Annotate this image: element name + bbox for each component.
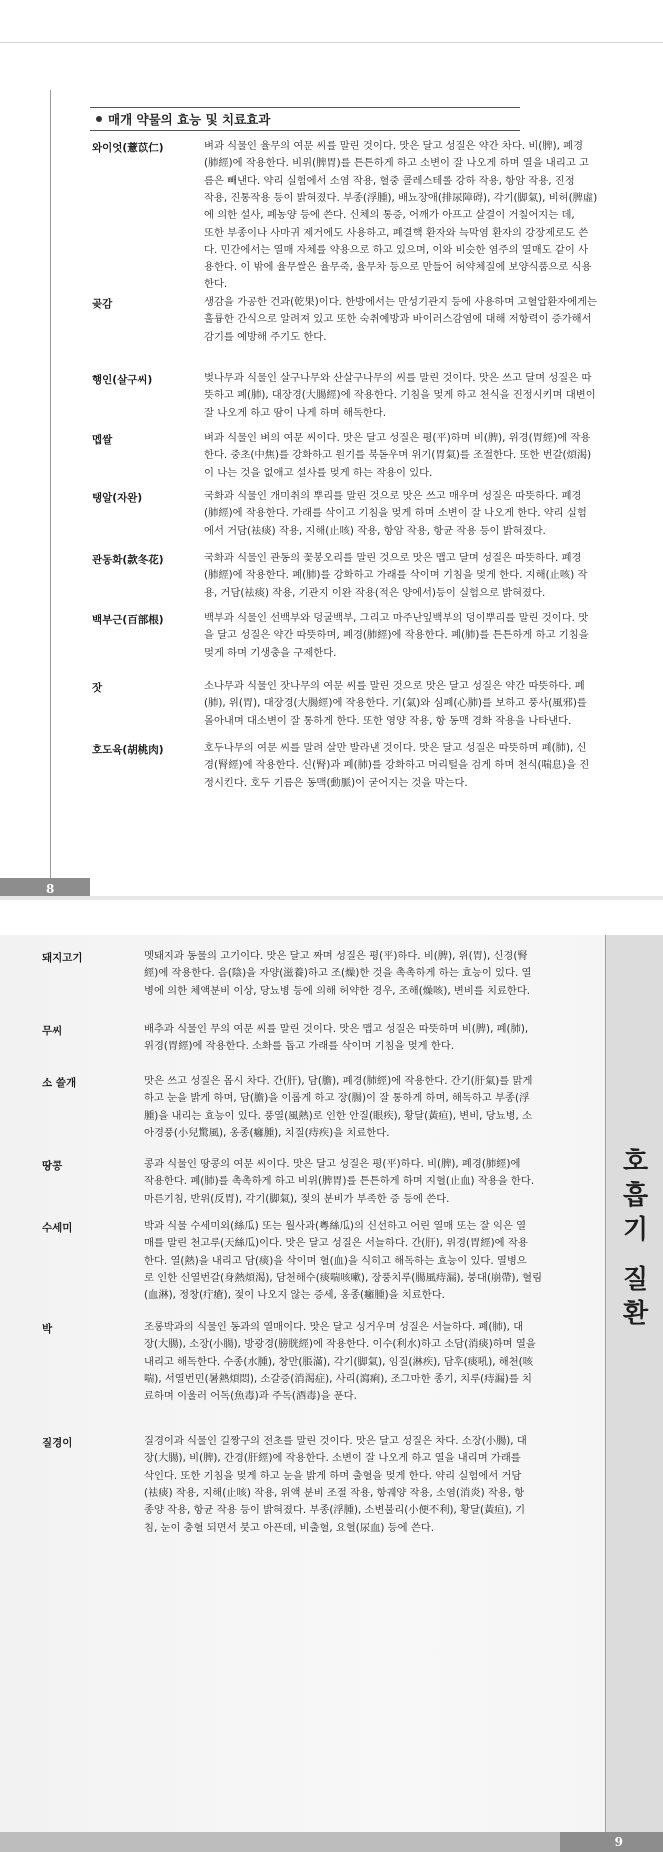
entry-description-line: 한다. 열(熱)을 내리고 담(痰)을 삭이며 혈(血)을 식히고 해독하는 효능이 있다. 열병으	[144, 1254, 527, 1267]
entry-description-line: 내리고 해독한다. 수종(水腫), 창만(脹滿), 각기(脚氣), 임질(淋疾), 담후(痰吼), 해천(咳	[144, 1355, 533, 1368]
entry-description-line: 장(大腸), 소장(小腸), 방광경(膀胱經)에 작용한다. 이수(利水)하고 소담(消痰)하며 열을	[144, 1338, 536, 1351]
entry-description-line: 을 달고 성질은 약간 따뜻하며, 폐경(肺經)에 작용한다. 폐(肺)를 튼튼하게 하고 기침을	[204, 629, 589, 642]
entry-description-line: 이 나는 것을 없애고 설사를 멎게 하는 작용이 있다.	[204, 466, 433, 479]
entry-description-line: 벚나무과 식물인 살구나무와 산살구나무의 씨를 말린 것이다. 맛은 쓰고 달며 성질은 따	[204, 372, 592, 384]
entry-description-line: 조롱박과의 식물인 동과의 열매이다. 맛은 달고 싱거우며 성질은 서늘하다. 폐(肺), 대	[144, 1321, 524, 1333]
entry-description-line: 맛은 쓰고 성질은 몹시 차다. 간(肝), 담(膽), 폐경(肺經)에 작용한다. 간기(肝氣)를 맑게	[144, 1075, 533, 1087]
chapter-title-char: 기	[622, 1215, 650, 1245]
entry-description-line: 감기를 예방해 주기도 한다.	[204, 330, 327, 343]
entry-description-line: 또한 부종이나 사마귀 제거에도 사용하고, 폐결핵 환자와 늑막염 환자의 강장제로도 쓴	[204, 226, 589, 239]
entry-term: 땅콩	[42, 1160, 63, 1172]
entry-term: 질경이	[42, 1437, 73, 1449]
chapter-title-char: 호	[622, 1147, 650, 1177]
page-9	[0, 935, 663, 1852]
entry-term: 무씨	[42, 1025, 63, 1037]
chapter-title-char: 환	[622, 1299, 650, 1329]
entry-description-line: 몰아내며 대소변이 잘 통하게 한다. 또한 영양 작용, 항 동맥 경화 작용을 나타낸다.	[204, 714, 572, 727]
entry-description-line: 한다.	[204, 278, 228, 291]
entry-description-line: 腫)을 내리는 효능이 있다. 풍열(風熱)로 인한 안질(眼疾), 황달(黃疸), 변비, 당뇨병, 소	[144, 1109, 533, 1122]
bullet-icon	[96, 116, 102, 122]
entry-description-line: 喘), 서열번민(暑熱煩悶), 소갈증(消渴症), 사리(瀉痢), 조그마한 종기, 치루(痔漏)를 치	[144, 1372, 532, 1385]
entry-term: 행인(살구씨)	[92, 374, 153, 386]
chapter-side-tab	[605, 935, 663, 1832]
entry-description-line: 삭인다. 또한 기침을 멎게 하고 눈을 밝게 하며 출혈을 멎게 한다. 약리 실험에서 거담	[144, 1469, 522, 1482]
entry-description-line: 정시킨다. 호두 기름은 동맥(動脈)이 굳어지는 것을 막는다.	[204, 776, 468, 789]
entry-description-line: 름은 빼낸다. 약리 실험에서 소염 작용, 혈중 콜레스테롤 강하 작용, 항암 작용, 진정	[204, 174, 575, 187]
entry-term: 탱알(자완)	[92, 492, 143, 504]
entry-description-line: 매를 말린 천고루(天絲瓜)이다. 맛은 달고 성질은 서늘하다. 간(肝), 위경(胃經)에 작용	[144, 1237, 528, 1250]
entry-description-line: 뜻하고 폐(肺), 대장경(大腸經)에 작용한다. 기침을 멎게 하고 천식을 진정시키며 대변이	[204, 389, 596, 402]
entry-description-line: 료하며 이울러 어독(魚毒)과 주독(酒毒)을 푼다.	[144, 1390, 357, 1403]
chapter-title	[620, 1145, 652, 1331]
page-number-badge	[560, 1832, 663, 1852]
entry-term: 관동화(款冬花)	[92, 554, 164, 566]
entry-description-line: 하고 눈을 밝게 하며, 담(膽)을 이롭게 하고 장(腸)이 잘 통하게 하며, 해독하고 부종(浮	[144, 1092, 530, 1105]
entry-term: 호도육(胡桃肉)	[92, 744, 164, 756]
entry-description-line: 아경풍(小兒驚風), 옹종(癰腫), 치질(痔疾)을 치료한다.	[144, 1126, 390, 1139]
top-divider	[0, 42, 663, 43]
entry-description-line: 멎게 하며 기생충을 구제한다.	[204, 646, 337, 659]
footer-bar	[0, 1832, 663, 1852]
entry-description-line: 박과 식물 수세미외(絲瓜) 또는 월사과(粵絲瓜)의 신선하고 어린 열매 또는 잘 익은 열	[144, 1220, 527, 1232]
entry-description-line: 병에 의한 체액분비 이상, 당뇨병 등에 의해 허약한 경우, 조해(燥咳), 변비를 치료한다.	[144, 984, 531, 997]
entry-description-line: 다. 민간에서는 열매 자체를 약용으로 하고 있으며, 이와 비슷한 염주의 열매도 같이 사	[204, 243, 589, 256]
entry-description-line: 질경이과 식물인 길짱구의 전초를 말린 것이다. 맛은 달고 성질은 차다. 소장(小腸), 대	[144, 1435, 527, 1447]
entry-term: 백부근(百部根)	[92, 614, 164, 626]
entry-description-line: 한다. 중초(中焦)를 강화하고 원기를 북돋우며 위기(胃氣)를 조절한다. 또한 번갈(煩渴)	[204, 449, 592, 462]
entry-description-line: 소나무과 식물인 잣나무의 여문 씨를 말린 것으로 맛은 달고 성질은 약간 따뜻하다. 폐	[204, 680, 585, 692]
entry-description-line: 용, 거담(袪痰) 작용, 기관지 이완 작용(적은 양에서)등이 실험으로 밝혀졌다.	[204, 586, 546, 599]
entry-description-line: 훌륭한 간식으로 알려져 있고 또한 숙취예방과 바이러스감염에 대해 저항력이 증가해서	[204, 313, 592, 326]
entry-term: 멥쌀	[92, 434, 113, 446]
entry-description-line: 위경(胃經)에 작용한다. 소화를 돕고 가래를 삭이며 기침을 멎게 한다.	[144, 1040, 455, 1053]
entry-description-line: 콩과 식물인 땅콩의 여문 씨이다. 맛은 달고 성질은 평(平)하다. 비(脾), 폐경(肺經)에	[144, 1158, 521, 1170]
chapter-title-char: 흡	[622, 1181, 650, 1211]
entry-term: 소 쓸개	[42, 1077, 77, 1089]
page-8	[0, 0, 663, 900]
entry-term: 수세미	[42, 1222, 73, 1234]
entry-term: 와이엇(薏苡仁)	[92, 142, 164, 154]
page-number: 8	[46, 882, 55, 896]
entry-description-line: 생감을 가공한 건과(乾果)이다. 한방에서는 만성기관지 등에 사용하며 고혈압환자에게는	[204, 296, 598, 308]
entry-description-line: (肺經)에 작용한다. 비위(脾胃)를 튼튼하게 하고 소변이 잘 나오게 하며 열을 내리고 고	[204, 157, 589, 170]
entry-description-line: (袪痰) 작용, 지해(止咳) 작용, 위액 분비 조절 작용, 항궤양 작용, 소염(消炎) 작용, 항	[144, 1486, 525, 1499]
entry-description-line: 벼과 식물인 율무의 여문 씨를 말린 것이다. 맛은 달고 성질은 약간 차다. 비(脾), 폐경	[204, 140, 584, 152]
entry-description-line: (血淋), 정창(疔瘡), 젖이 나오지 않는 증세, 옹종(癰腫)을 치료한다.	[144, 1289, 445, 1302]
entry-term: 박	[42, 1323, 53, 1335]
page-number: 9	[614, 1835, 623, 1849]
entry-description-line: 벼과 식물인 벼의 여문 씨이다. 맛은 달고 성질은 평(平)하며 비(脾), 위경(胃經)에 작용	[204, 432, 591, 444]
chapter-title-char: 질	[622, 1265, 650, 1295]
entry-description-line: 로 인한 신열번갈(身熱煩渴), 담천해수(痰喘咳嗽), 장풍치루(腸風痔漏), 붕대(崩帶), 혈림	[144, 1271, 543, 1284]
entry-description-line: 침, 눈이 충혈 되면서 붓고 아픈데, 비출혈, 요혈(尿血) 등에 쓴다.	[144, 1521, 435, 1534]
entry-term: 돼지고기	[42, 952, 83, 964]
entry-description-line: 호두나무의 여문 씨를 말려 살만 발라낸 것이다. 맛은 달고 성질은 따뜻하며 폐(肺), 신	[204, 742, 587, 754]
entry-description-line: 국화과 식물인 관동의 꽃봉오리를 말린 것으로 맛은 맵고 달며 성질은 따뜻하다. 폐경	[204, 552, 582, 564]
entry-description-line: 경(腎經)에 작용한다. 신(腎)과 폐(肺)를 강화하고 머리털을 검게 하며 천식(喘息)을 진	[204, 759, 590, 772]
entry-description-line: 經)에 작용한다. 음(陰)을 자양(滋養)하고 조(燥)한 것을 촉촉하게 하는 효능이 있다. 열	[144, 967, 532, 980]
entry-description-line: 멧돼지과 동물의 고기이다. 맛은 달고 짜며 성질은 평(平)하다. 비(脾), 위(胃), 신경(腎	[144, 950, 528, 962]
entry-description-line: 잘 나오게 하고 땀이 나게 하며 해독한다.	[204, 406, 387, 419]
entry-description-line: 배추과 식물인 무의 여문 씨를 말린 것이다. 맛은 맵고 성질은 따뜻하며 비(脾), 폐(肺),	[144, 1023, 529, 1035]
entry-term: 잣	[92, 682, 103, 694]
entry-description-line: 종양 작용, 항균 작용 등이 밝혀졌다. 부종(浮腫), 소변불리(小便不利), 황달(黃疸), 기	[144, 1504, 526, 1517]
margin-rule	[50, 90, 51, 890]
entry-description-line: 국화과 식물인 개미취의 뿌리를 말린 것으로 맛은 쓰고 매우며 성질은 따뜻하다. 폐경	[204, 490, 582, 502]
entry-description-line: 장(大腸), 비(脾), 간경(肝經)에 작용한다. 소변이 잘 나오게 하고 열을 내리며 가래를	[144, 1452, 521, 1465]
footer-divider	[0, 896, 663, 900]
entry-description-line: (肺經)에 작용한다. 폐(肺)를 강화하고 가래를 삭이며 기침을 멎게 한다. 지해(止咳) 작	[204, 569, 588, 582]
entry-description-line: 에서 거담(袪痰) 작용, 지해(止咳) 작용, 항암 작용, 항균 작용 등이 밝혀졌다.	[204, 524, 546, 537]
entry-description-line: 백부과 식물인 선백부와 덩굴백부, 그리고 마주난잎백부의 덩이뿌리를 말린 것이다. 맛	[204, 612, 589, 624]
entry-description-line: (肺經)에 작용한다. 가래를 삭이고 기침을 멎게 하며 소변이 잘 나오게 한다. 약리 실험	[204, 507, 587, 520]
entry-description-line: 마른기침, 반위(反胃), 각기(脚氣), 젖의 분비가 부족한 증 등에 쓴다.	[144, 1192, 450, 1205]
entry-description-line: (肺), 위(胃), 대장경(大腸經)에 작용한다. 기(氣)와 심폐(心肺)를 보하고 풍사(風邪)를	[204, 697, 587, 710]
entry-description-line: 작용, 진통작용 등이 밝혀졌다. 부종(浮腫), 배뇨장애(排尿障碍), 각기(脚氣), 비허(脾虛)	[204, 191, 598, 204]
entry-description-line: 용한다. 이 밖에 율무쌀은 율무죽, 율무차 등으로 만들어 허약체질에 보양식품으로 식용	[204, 261, 592, 274]
section-header	[90, 107, 520, 131]
entry-description-line: 작용한다. 폐(肺)를 촉촉하게 하고 비위(脾胃)를 튼튼하게 하며 지혈(止血) 작용을 한다.	[144, 1175, 535, 1188]
entry-description-line: 에 의한 설사, 폐농양 등에 쓴다. 신체의 통증, 어깨가 아프고 살결이 거칠어지는 데,	[204, 209, 575, 222]
entry-term: 곶감	[92, 298, 113, 310]
section-title: 매개 약물의 효능 및 치료효과	[108, 112, 271, 127]
